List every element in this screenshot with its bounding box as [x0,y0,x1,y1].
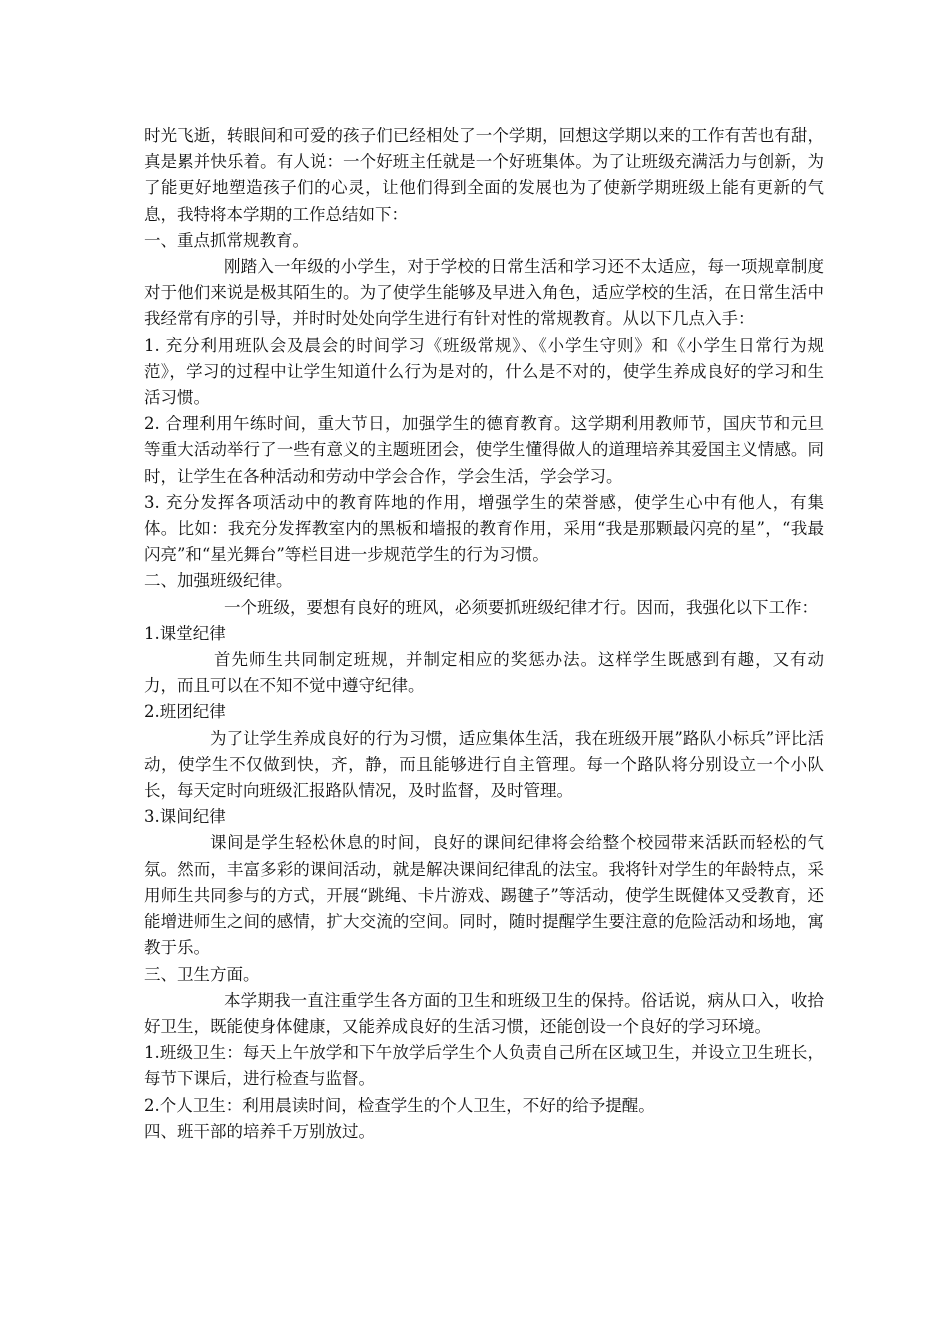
classroom-discipline-paragraph: 首先师生共同制定班规，并制定相应的奖惩办法。这样学生既感到有趣，又有动力，而且可以在不知不觉中遵守纪律。 [144,650,824,696]
section-2-paragraph: 一个班级，要想有良好的班风，必须要抓班级纪律才行。因而，我强化以下工作： [224,597,818,617]
subheading-team-discipline: 2.班团纪律 [144,702,226,722]
section-1-item-2: 2. 合理利用午练时间，重大节日，加强学生的德育教育。这学期利用教师节，国庆节和元旦等重大活动举行了一些有意义的主题班团会，使学生懂得做人的道理培养其爱国主义情感。同时，让学生在各种活动和劳动中学会合作，学会生活，学会学习。 [144,414,824,486]
subheading-recess-discipline: 3.课间纪律 [144,807,226,827]
section-1-item-3: 3. 充分发挥各项活动中的教育阵地的作用，增强学生的荣誉感，使学生心中有他人，有集体。比如：我充分发挥教室内的黑板和墙报的教育作用，采用“我是那颗最闪亮的星”，“我最闪亮”和“星光舞台”等栏目进一步规范学生的行为习惯。 [144,492,824,565]
recess-discipline-paragraph: 课间是学生轻松休息的时间，良好的课间纪律将会给整个校园带来活跃而轻松的气氛。然而，丰富多彩的课间活动，就是解决课间纪律乱的法宝。我将针对学生的年龄特点，采用师生共同参与的方式，开展“跳绳、卡片游戏、踢毽子”等活动，使学生既健体又受教育，还能增进师生之间的感情，扩大交流的空间。同时，随时提醒学生要注意的危险活动和场地，寓教于乐。 [144,833,824,958]
subheading-classroom-discipline: 1.课堂纪律 [144,623,226,643]
section-3-item-1: 1.班级卫生：每天上午放学和下午放学后学生个人负责自己所在区域卫生，并设立卫生班长，每节下课后，进行检查与监督。 [144,1043,824,1089]
section-heading-4: 四、班干部的培养千万别放过。 [144,1121,375,1141]
document-body [144,123,824,1145]
section-heading-3: 三、卫生方面。 [144,964,260,984]
section-heading-2: 二、加强班级纪律。 [144,571,293,591]
intro-paragraph: 时光飞逝，转眼间和可爱的孩子们已经相处了一个学期，回想这学期以来的工作有苦也有甜，真是累并快乐着。有人说：一个好班主任就是一个好班集体。为了让班级充满活力与创新，为了能更好地塑造孩子们的心灵，让他们得到全面的发展也为了使新学期班级上能有更新的气息，我特将本学期的工作总结如下： [144,126,824,224]
team-discipline-paragraph: 为了让学生养成良好的行为习惯，适应集体生活，我在班级开展”路队小标兵”评比活动，使学生不仅做到快，齐，静，而且能够进行自主管理。每一个路队将分别设立一个小队长，每天定时向班级汇报路队情况，及时监督，及时管理。 [144,728,824,801]
section-1-item-1: 1. 充分利用班队会及晨会的时间学习《班级常规》、《小学生守则》和《小学生日常行为规范》，学习的过程中让学生知道什么行为是对的，什么是不对的，使学生养成良好的学习和生活习惯。 [144,335,824,408]
section-heading-1: 一、重点抓常规教育。 [144,230,309,250]
section-1-paragraph: 刚踏入一年级的小学生，对于学校的日常生活和学习还不太适应，每一项规章制度对于他们来说是极其陌生的。为了使学生能够及早进入角色，适应学校的生活，在日常生活中我经常有序的引导，并时时处处向学生进行有针对性的常规教育。从以下几点入手： [144,257,824,329]
section-3-paragraph: 本学期我一直注重学生各方面的卫生和班级卫生的保持。俗话说，病从口入，收拾好卫生，既能使身体健康，又能养成良好的生活习惯，还能创设一个良好的学习环境。 [144,990,824,1036]
section-3-item-2: 2.个人卫生：利用晨读时间，检查学生的个人卫生，不好的给予提醒。 [144,1095,655,1115]
